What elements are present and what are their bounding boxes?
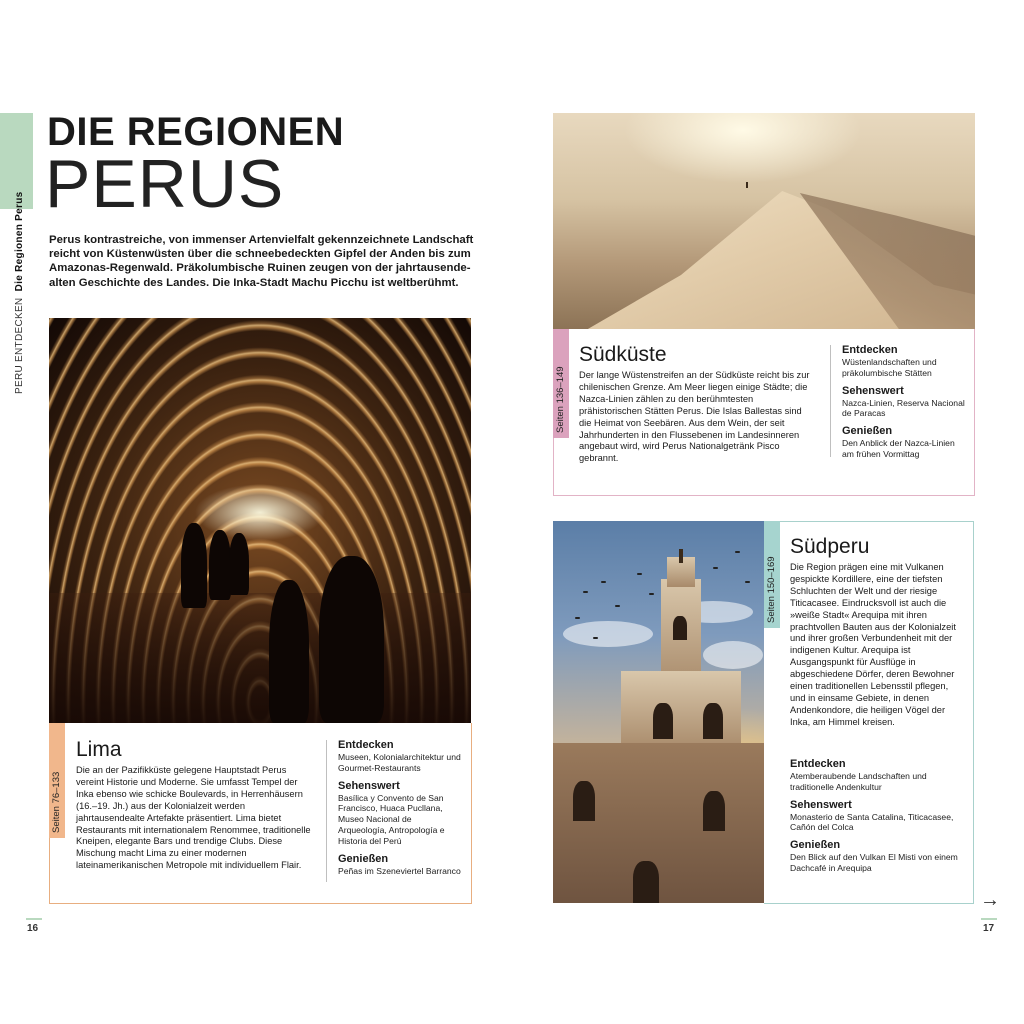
suedkueste-pages-tab <box>553 329 569 438</box>
suedkueste-sidebar <box>842 344 966 466</box>
suedkueste-sehenswert-label: Sehenswert <box>842 384 904 397</box>
page-number-left: 16 <box>27 923 39 934</box>
running-head <box>14 191 34 394</box>
page-title-line2: PERUS <box>45 146 285 222</box>
lima-geniessen: Peñas im Szeneviertel Barranco <box>338 865 461 876</box>
suedperu-entdecken-label: Entdecken <box>790 758 846 770</box>
lima-divider <box>326 740 327 882</box>
suedkueste-geniessen-label: Genießen <box>842 425 893 438</box>
suedperu-pages: Seiten 150–169 <box>766 556 777 623</box>
running-head-section: PERU ENTDECKEN <box>14 297 25 394</box>
suedkueste-geniessen: Den Anblick der Nazca-Linien am frühen Vormittag <box>842 438 955 459</box>
suedperu-sehenswert-label: Sehenswert <box>790 798 852 811</box>
lima-pages-tab <box>49 723 65 838</box>
suedkueste-body: Der lange Wüstenstreifen an der Südküste reicht bis zur chilenischen Grenze. Am Meer liegen einige Städte; die Nazca-Linien zählen zu den berühmtesten prähistorischen Stätten Perus. Die Islas Ballestas sind die Heimat von Seebären. Aus dem Wein, der seit Jahrhunderten in den Flussebenen im Landesinneren angebaut wird, wird Perus Nationalgetränk Pisco gebrannt. <box>579 370 810 464</box>
lima-sehenswert: Basílica y Convento de San Francisco, Huaca Pucllana, Museo Nacional de Arqueología, Antropología e Historia del Perú <box>338 792 445 846</box>
page-number-bar-right <box>981 918 997 920</box>
page-number-right: 17 <box>983 923 995 934</box>
suedkueste-entdecken-label: Entdecken <box>842 344 898 356</box>
lima-pages: Seiten 76–133 <box>51 771 62 833</box>
lima-fountain-photo <box>49 318 471 723</box>
suedkueste-pages: Seiten 136–149 <box>555 366 566 433</box>
lima-sehenswert-label: Sehenswert <box>338 779 400 792</box>
suedperu-sidebar <box>790 758 966 880</box>
page-number-bar-left <box>26 918 42 920</box>
suedperu-sehenswert: Monasterio de Santa Catalina, Titicacasee, Cañón del Colca <box>790 811 954 833</box>
suedkueste-divider <box>830 345 831 457</box>
suedperu-geniessen: Den Blick auf den Vulkan El Misti von einem Dachcafé in Arequipa <box>790 852 958 873</box>
suedkueste-heading: Südküste <box>579 343 667 366</box>
arrow-right-icon[interactable]: → <box>980 889 1000 911</box>
lima-sidebar <box>338 739 462 882</box>
page-title-line1: DIE REGIONEN <box>47 110 345 154</box>
lima-entdecken-label: Entdecken <box>338 739 394 751</box>
suedperu-pages-tab <box>764 521 780 628</box>
suedperu-heading: Südperu <box>790 535 870 558</box>
arequipa-cathedral-photo <box>553 521 764 903</box>
lima-entdecken: Museen, Kolonialarchitektur und Gourmet-Restaurants <box>338 752 461 773</box>
suedkueste-entdecken: Wüstenlandschaften und präkolumbische Stätten <box>842 357 937 378</box>
lima-body: Die an der Pazifikküste gelegene Hauptstadt Perus vereint Historie und Moderne. Sie umfasst Tempel der Inka ebenso wie schicke Boulevards, in Herrenhäusern (16.–19. Jh.) aus der Kolonialzeit werden jahrtausendealte Artefakte präsentiert. Lima bietet Restaurants mit internationalem Renommee, traditionelle Kneipen, elegante Bars und trendige Clubs. Diese Mischung macht Lima zu einer modernen lateinamerikanischen Metropole mit individuellem Flair. <box>76 765 311 871</box>
running-head-title: Die Regionen Perus <box>14 191 25 292</box>
lima-geniessen-label: Genießen <box>338 852 389 865</box>
suedperu-geniessen-label: Genießen <box>790 839 841 852</box>
suedperu-body: Die Region prägen eine mit Vulkanen gespickte Kordillere, eine der tiefsten Schluchten der Welt und der riesige Titicacasee. Eindrucksvoll ist auch die »weiße Stadt« Arequipa mit ihren prachtvollen Bauten aus der Kolonialzeit und ihrer großen Verbundenheit mit der indigenen Kultur. Arequipa ist Ausgangspunkt für Ausflüge in abgeschiedene Dörfer, deren Bewohner einen traditionellen Lebensstil pflegen, und in einsame Gebiete, in denen Andenkondore, die heiligen Vögel der Inka, am Himmel kreisen. <box>790 562 956 727</box>
suedkueste-sehenswert: Nazca-Linien, Reserva Nacional de Paracas <box>842 397 965 419</box>
suedperu-entdecken: Atemberaubende Landschaften und traditionelle Andenkultur <box>790 771 927 792</box>
intro-text: Perus kontrastreiche, von immenser Artenvielfalt gekennzeichnete Landschaft reicht von Küstenwüsten über die schneebedeckten Gipfel der Anden bis zum Amazonas-Regenwald. Präkolumbische Ruinen zeugen von der jahrtausende-alten Geschichte des Landes. Die Inka-Stadt Machu Picchu ist weltberühmt. <box>49 234 474 289</box>
sued-dune-photo <box>553 113 975 329</box>
lima-heading: Lima <box>76 738 122 761</box>
